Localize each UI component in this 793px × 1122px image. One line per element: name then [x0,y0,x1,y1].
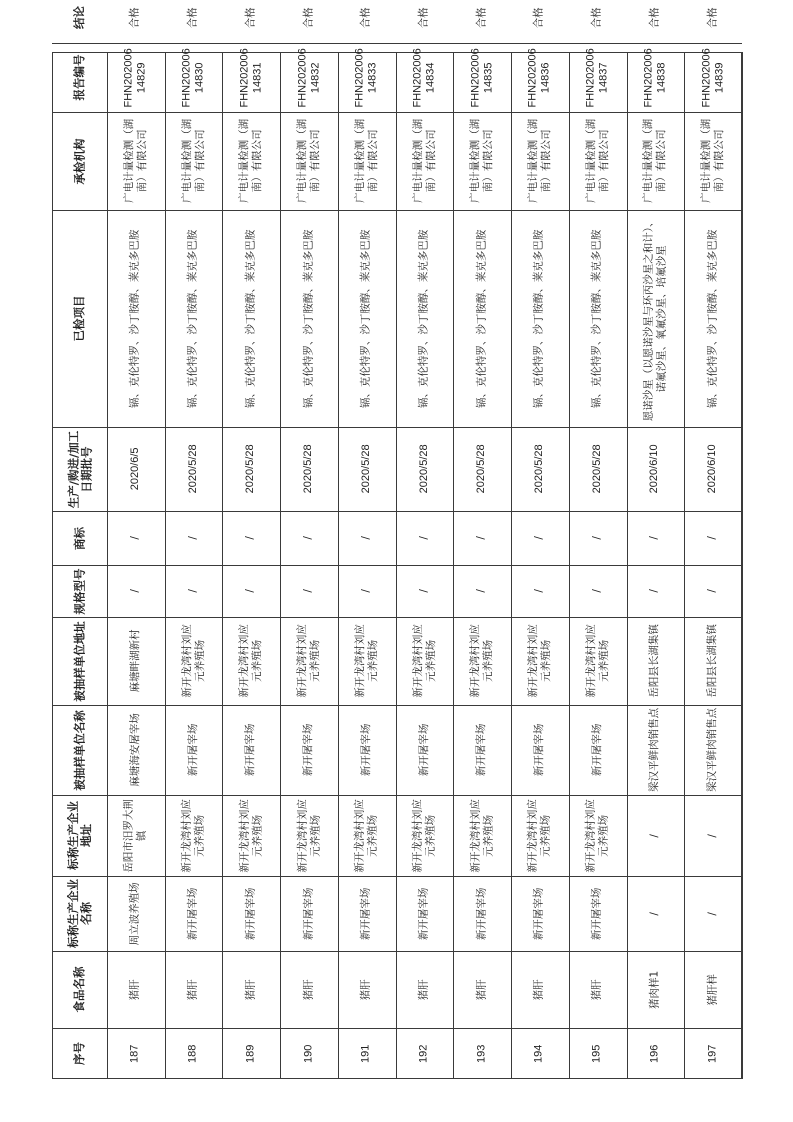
cell-claimed-producer-address: 新开龙湾村刘应元养殖场 [296,798,322,873]
cell-food-name: 猪肝 [244,978,257,1000]
cell-lab: 广电计量检测（湖南）有限公司 [584,118,610,203]
cell-lab: 广电计量检测（湖南）有限公司 [180,118,206,203]
header-sampled-unit: 被抽样单位名称 [72,709,86,791]
cell-seq: 190 [302,1044,315,1063]
cell-items: 镉、克伦特罗、沙丁胺醇、莱克多巴胺 [129,229,142,408]
cell-seq: 188 [187,1044,200,1063]
column-divider [52,795,742,796]
cell-claimed-producer-address: 新开龙湾村刘应元养殖场 [411,798,437,873]
cell-date: 2020/5/28 [591,444,604,494]
row-divider [280,52,281,1079]
cell-lab: 广电计量检测（湖南）有限公司 [238,118,264,203]
cell-brand: / [418,536,430,540]
cell-claimed-producer: 新开屠宰场 [418,887,430,940]
cell-sampled-unit: 新开屠宰场 [591,723,604,777]
cell-sampled-unit-address: 新开龙湾村刘应元养殖场 [353,624,379,698]
header-brand: 商标 [72,526,86,550]
header-seq: 序号 [72,1042,86,1065]
cell-lab: 广电计量检测（湖南）有限公司 [411,118,437,203]
cell-claimed-producer-address: 新开龙湾村刘应元养殖场 [469,798,495,873]
cell-sampled-unit-address: 岳阳县长湖集镇 [648,624,661,698]
cell-sampled-unit-address: 新开龙湾村刘应元养殖场 [296,624,322,698]
cell-date: 2020/6/10 [648,444,661,494]
cell-conclusion: 合格 [360,7,373,28]
cell-claimed-producer: 新开屠宰场 [591,887,604,940]
cell-brand: / [187,536,200,540]
cell-sampled-unit: 新开屠宰场 [302,723,315,777]
cell-report-no: FHN20200614831 [238,47,264,108]
cell-brand: / [360,536,373,540]
cell-report-no: FHN20200614834 [411,47,437,108]
cell-seq: 194 [533,1044,546,1063]
cell-date: 2020/5/28 [244,444,257,494]
cell-seq: 195 [591,1044,604,1063]
header-claimed-producer: 标称生产企业名称 [65,879,93,948]
cell-sampled-unit-address: 新开龙湾村刘应元养殖场 [238,624,264,698]
cell-sampled-unit: 新开屠宰场 [533,723,546,777]
cell-conclusion: 合格 [244,7,257,28]
cell-claimed-producer: 新开屠宰场 [475,887,488,940]
cell-report-no: FHN20200614830 [180,47,206,108]
cell-conclusion: 合格 [302,7,315,28]
cell-seq: 187 [129,1044,142,1063]
cell-food-name: 猪肝样 [706,973,719,1006]
cell-date: 2020/5/28 [187,444,200,494]
cell-report-no: FHN20200614836 [526,47,552,108]
column-divider [52,427,742,428]
column-divider [52,617,742,618]
cell-seq: 189 [244,1044,257,1063]
cell-claimed-producer-address: / [706,833,719,838]
cell-claimed-producer: 新开屠宰场 [187,887,200,940]
cell-date: 2020/5/28 [418,444,430,494]
cell-lab: 广电计量检测（湖南）有限公司 [122,118,148,203]
cell-lab: 广电计量检测（湖南）有限公司 [526,118,552,203]
header-claimed-producer-address: 标称生产企业地址 [65,801,93,870]
column-divider [52,43,742,44]
cell-sampled-unit: 新开屠宰场 [187,723,200,777]
cell-claimed-producer: / [706,911,719,916]
column-divider [52,210,742,211]
column-divider [52,876,742,877]
cell-food-name: 猪肉样1 [648,970,661,1009]
cell-report-no: FHN20200614829 [122,47,148,108]
cell-food-name: 猪肝 [475,978,488,1000]
cell-spec: / [475,589,488,593]
header-lab: 承检机构 [72,138,86,184]
cell-food-name: 猪肝 [129,978,142,1000]
row-divider [684,52,685,1079]
cell-date: 2020/5/28 [533,444,546,494]
header-items: 已检项目 [72,295,86,342]
cell-spec: / [360,589,373,593]
cell-sampled-unit-address: 新开龙湾村刘应元养殖场 [584,624,610,698]
cell-sampled-unit: 新开屠宰场 [475,723,488,777]
cell-lab: 广电计量检测（湖南）有限公司 [469,118,495,203]
cell-items: 镉、克伦特罗、沙丁胺醇、莱克多巴胺 [475,229,488,408]
inspection-results-table [52,6,742,1079]
column-divider [52,705,742,706]
cell-report-no: FHN20200614839 [700,47,726,108]
cell-claimed-producer-address: 新开龙湾村刘应元养殖场 [353,798,379,873]
row-divider [742,52,743,1079]
cell-claimed-producer-address: 岳阳市汨罗大荆镇 [122,798,148,873]
cell-date: 2020/5/28 [302,444,315,494]
cell-brand: / [533,536,546,540]
cell-food-name: 猪肝 [533,978,546,1000]
cell-sampled-unit-address: 新开龙湾村刘应元养殖场 [469,624,495,698]
cell-brand: / [244,536,257,540]
cell-lab: 广电计量检测（湖南）有限公司 [700,118,726,203]
cell-report-no: FHN20200614835 [469,47,495,108]
cell-conclusion: 合格 [187,7,200,28]
cell-claimed-producer-address: 新开龙湾村刘应元养殖场 [584,798,610,873]
cell-items: 镉、克伦特罗、沙丁胺醇、莱克多巴胺 [418,229,430,408]
column-divider [52,1028,742,1029]
cell-date: 2020/6/5 [129,447,142,491]
header-conclusion: 结论 [72,6,86,29]
cell-lab: 广电计量检测（湖南）有限公司 [353,118,379,203]
cell-food-name: 猪肝 [591,978,604,1000]
header-food-name: 食品名称 [72,966,86,1013]
cell-claimed-producer: 新开屠宰场 [302,887,315,940]
cell-report-no: FHN20200614833 [353,47,379,108]
cell-conclusion: 合格 [475,7,488,28]
cell-spec: / [244,589,257,593]
cell-brand: / [475,536,488,540]
cell-conclusion: 合格 [648,7,661,28]
cell-date: 2020/6/10 [706,444,719,494]
cell-sampled-unit: 新开屠宰场 [418,723,430,777]
column-divider [52,951,742,952]
cell-food-name: 猪肝 [418,978,430,1000]
cell-food-name: 猪肝 [187,978,200,1000]
cell-sampled-unit-address: 新开龙湾村刘应元养殖场 [411,624,437,698]
cell-sampled-unit-address: 新开龙湾村刘应元养殖场 [526,624,552,698]
column-divider [52,565,742,566]
cell-sampled-unit-address: 岳阳县长湖集镇 [706,624,719,698]
cell-conclusion: 合格 [533,7,546,28]
cell-lab: 广电计量检测（湖南）有限公司 [642,118,668,203]
cell-items: 镉、克伦特罗、沙丁胺醇、莱克多巴胺 [706,229,719,408]
cell-claimed-producer: 新开屠宰场 [244,887,257,940]
cell-seq: 196 [648,1044,661,1063]
cell-items: 镉、克伦特罗、沙丁胺醇、莱克多巴胺 [360,229,373,408]
cell-spec: / [648,589,661,593]
cell-report-no: FHN20200614837 [584,47,610,108]
cell-sampled-unit: 麻塘海安屠宰场 [129,713,142,787]
cell-spec: / [418,589,430,593]
cell-seq: 197 [706,1044,719,1063]
cell-seq: 192 [418,1044,430,1063]
cell-spec: / [591,589,604,593]
cell-sampled-unit: 梁汉平鲜肉销售点 [648,707,661,792]
cell-date: 2020/5/28 [360,444,373,494]
cell-spec: / [533,589,546,593]
cell-food-name: 猪肝 [360,978,373,1000]
cell-brand: / [129,536,142,540]
cell-brand: / [648,536,661,540]
cell-conclusion: 合格 [129,7,142,28]
header-spec: 规格型号 [72,568,86,614]
cell-conclusion: 合格 [591,7,604,28]
cell-claimed-producer: 周立波养殖场 [129,881,142,945]
cell-spec: / [129,589,142,593]
cell-claimed-producer-address: 新开龙湾村刘应元养殖场 [526,798,552,873]
column-divider [52,112,742,113]
cell-brand: / [302,536,315,540]
cell-items: 镉、克伦特罗、沙丁胺醇、莱克多巴胺 [244,229,257,408]
cell-date: 2020/5/28 [475,444,488,494]
cell-items: 镉、克伦特罗、沙丁胺醇、莱克多巴胺 [302,229,315,408]
cell-seq: 193 [475,1044,488,1063]
cell-claimed-producer-address: 新开龙湾村刘应元养殖场 [238,798,264,873]
cell-food-name: 猪肝 [302,978,315,1000]
cell-conclusion: 合格 [418,7,430,28]
cell-items: 镉、克伦特罗、沙丁胺醇、莱克多巴胺 [187,229,200,408]
header-report-no: 报告编号 [72,54,86,101]
cell-brand: / [591,536,604,540]
cell-sampled-unit: 梁汉平鲜肉销售点 [706,707,719,792]
cell-sampled-unit-address: 新开龙湾村刘应元养殖场 [180,624,206,698]
row-divider [165,52,166,1079]
table-border-bottom [52,1078,742,1079]
cell-claimed-producer: 新开屠宰场 [533,887,546,940]
cell-sampled-unit: 新开屠宰场 [360,723,373,777]
cell-seq: 191 [360,1044,373,1063]
cell-items: 镉、克伦特罗、沙丁胺醇、莱克多巴胺 [533,229,546,408]
cell-spec: / [187,589,200,593]
cell-conclusion: 合格 [706,7,719,28]
cell-spec: / [302,589,315,593]
row-divider [396,52,397,1079]
header-sampled-unit-address: 被抽样单位地址 [72,620,86,702]
column-divider [52,511,742,512]
cell-lab: 广电计量检测（湖南）有限公司 [296,118,322,203]
cell-claimed-producer: / [648,911,661,916]
cell-claimed-producer-address: 新开龙湾村刘应元养殖场 [180,798,206,873]
cell-items: 恩诺沙星（以恩诺沙星与环丙沙星之和计）、诺氟沙星、氧氟沙星、培氟沙星 [642,216,668,421]
cell-report-no: FHN20200614838 [642,47,668,108]
cell-claimed-producer: 新开屠宰场 [360,887,373,940]
cell-sampled-unit: 新开屠宰场 [244,723,257,777]
cell-brand: / [706,536,719,540]
cell-items: 镉、克伦特罗、沙丁胺醇、莱克多巴胺 [591,229,604,408]
header-date: 生产/购进/加工日期批号 [65,430,93,508]
cell-sampled-unit-address: 麻塘畔湖新村 [129,629,142,693]
cell-report-no: FHN20200614832 [296,47,322,108]
cell-spec: / [706,589,719,593]
cell-claimed-producer-address: / [648,833,661,838]
